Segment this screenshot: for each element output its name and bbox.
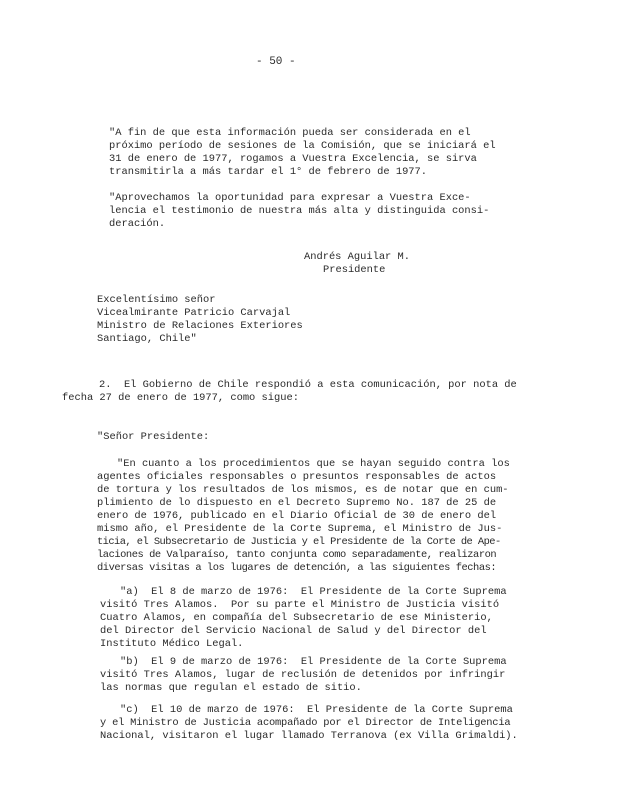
body-line-8: laciones de Valparaíso, tanto conjunta como separadamente, realizaron	[97, 549, 497, 561]
item-a-line-4: del Director del Servicio Nacional de Salud y del Director del	[100, 625, 487, 637]
quote-para1-line-3: 31 de enero de 1977, rogamos a Vuestra Excelencia, se sirva	[109, 153, 477, 165]
address-line-4: Santiago, Chile"	[97, 333, 197, 345]
signature-title: Presidente	[323, 264, 386, 276]
quote-para1-line-4: transmitirla a más tardar el 1° de febrero de 1977.	[109, 166, 428, 178]
item-a-line-3: Cuatro Alamos, en compañía del Subsecretario de ese Ministerio,	[100, 612, 493, 624]
item-b-line-2: visitó Tres Alamos, lugar de reclusión de detenidos por infringir	[100, 669, 506, 681]
quote-para1-line-1: "A fin de que esta información pueda ser considerada en el	[109, 127, 471, 139]
item-c-line-3: Nacional, visitaron el lugar llamado Terranova (ex Villa Grimaldi).	[100, 730, 518, 742]
signature-name: Andrés Aguilar M.	[304, 251, 411, 263]
quote-para2-line-2: lencia el testimonio de nuestra más alta y distinguida consi-	[109, 205, 490, 217]
item-a-line-1: "a) El 8 de marzo de 1976: El Presidente de la Corte Suprema	[120, 586, 507, 598]
quote-para2-line-3: deración.	[109, 218, 166, 230]
section2-line-1: 2. El Gobierno de Chile respondió a esta comunicación, por nota de	[99, 379, 517, 391]
address-line-2: Vicealmirante Patricio Carvajal	[97, 307, 291, 319]
quote-para1-line-2: próximo período de sesiones de la Comisión, que se iniciará el	[109, 140, 496, 152]
page-number: - 50 -	[256, 56, 296, 68]
body-line-6: mismo año, el Presidente de la Corte Suprema, el Ministro de Jus-	[97, 523, 503, 535]
body-line-5: enero de 1976, publicado en el Diario Oficial de 30 de enero del	[97, 510, 497, 522]
body-line-3: de tortura y los resultados de los mismos, es de notar que en cum-	[97, 484, 509, 496]
item-b-line-3: las normas que regulan el estado de sitio.	[100, 682, 362, 694]
quote-para2-line-1: "Aprovechamos la oportunidad para expresar a Vuestra Exce-	[109, 192, 471, 204]
item-b-line-1: "b) El 9 de marzo de 1976: El Presidente de la Corte Suprema	[120, 656, 507, 668]
item-a-line-2: visitó Tres Alamos. Por su parte el Ministro de Justicia visitó	[100, 599, 500, 611]
body-line-4: plimiento de lo dispuesto en el Decreto Supremo No. 187 de 25 de	[97, 497, 497, 509]
item-c-line-1: "c) El 10 de marzo de 1976: El Presidente de la Corte Suprema	[120, 704, 513, 716]
section2-line-2: fecha 27 de enero de 1977, como sigue:	[62, 392, 299, 404]
address-line-3: Ministro de Relaciones Exteriores	[97, 320, 303, 332]
item-a-line-5: Instituto Médico Legal.	[100, 638, 244, 650]
address-line-1: Excelentísimo señor	[97, 294, 216, 306]
body-line-9: diversas visitas a los lugares de detención, a las siguientes fechas:	[97, 562, 497, 574]
body-line-1: "En cuanto a los procedimientos que se hayan seguido contra los	[117, 458, 510, 470]
body-line-2: agentes oficiales responsables o presuntos responsables de actos	[97, 471, 497, 483]
salutation: "Señor Presidente:	[97, 431, 210, 443]
body-line-7: ticia, el Subsecretario de Justicia y el Presidente de la Corte de Ape-	[97, 536, 501, 548]
item-c-line-2: y el Ministro de Justicia acompañado por el Director de Inteligencia	[100, 717, 511, 729]
